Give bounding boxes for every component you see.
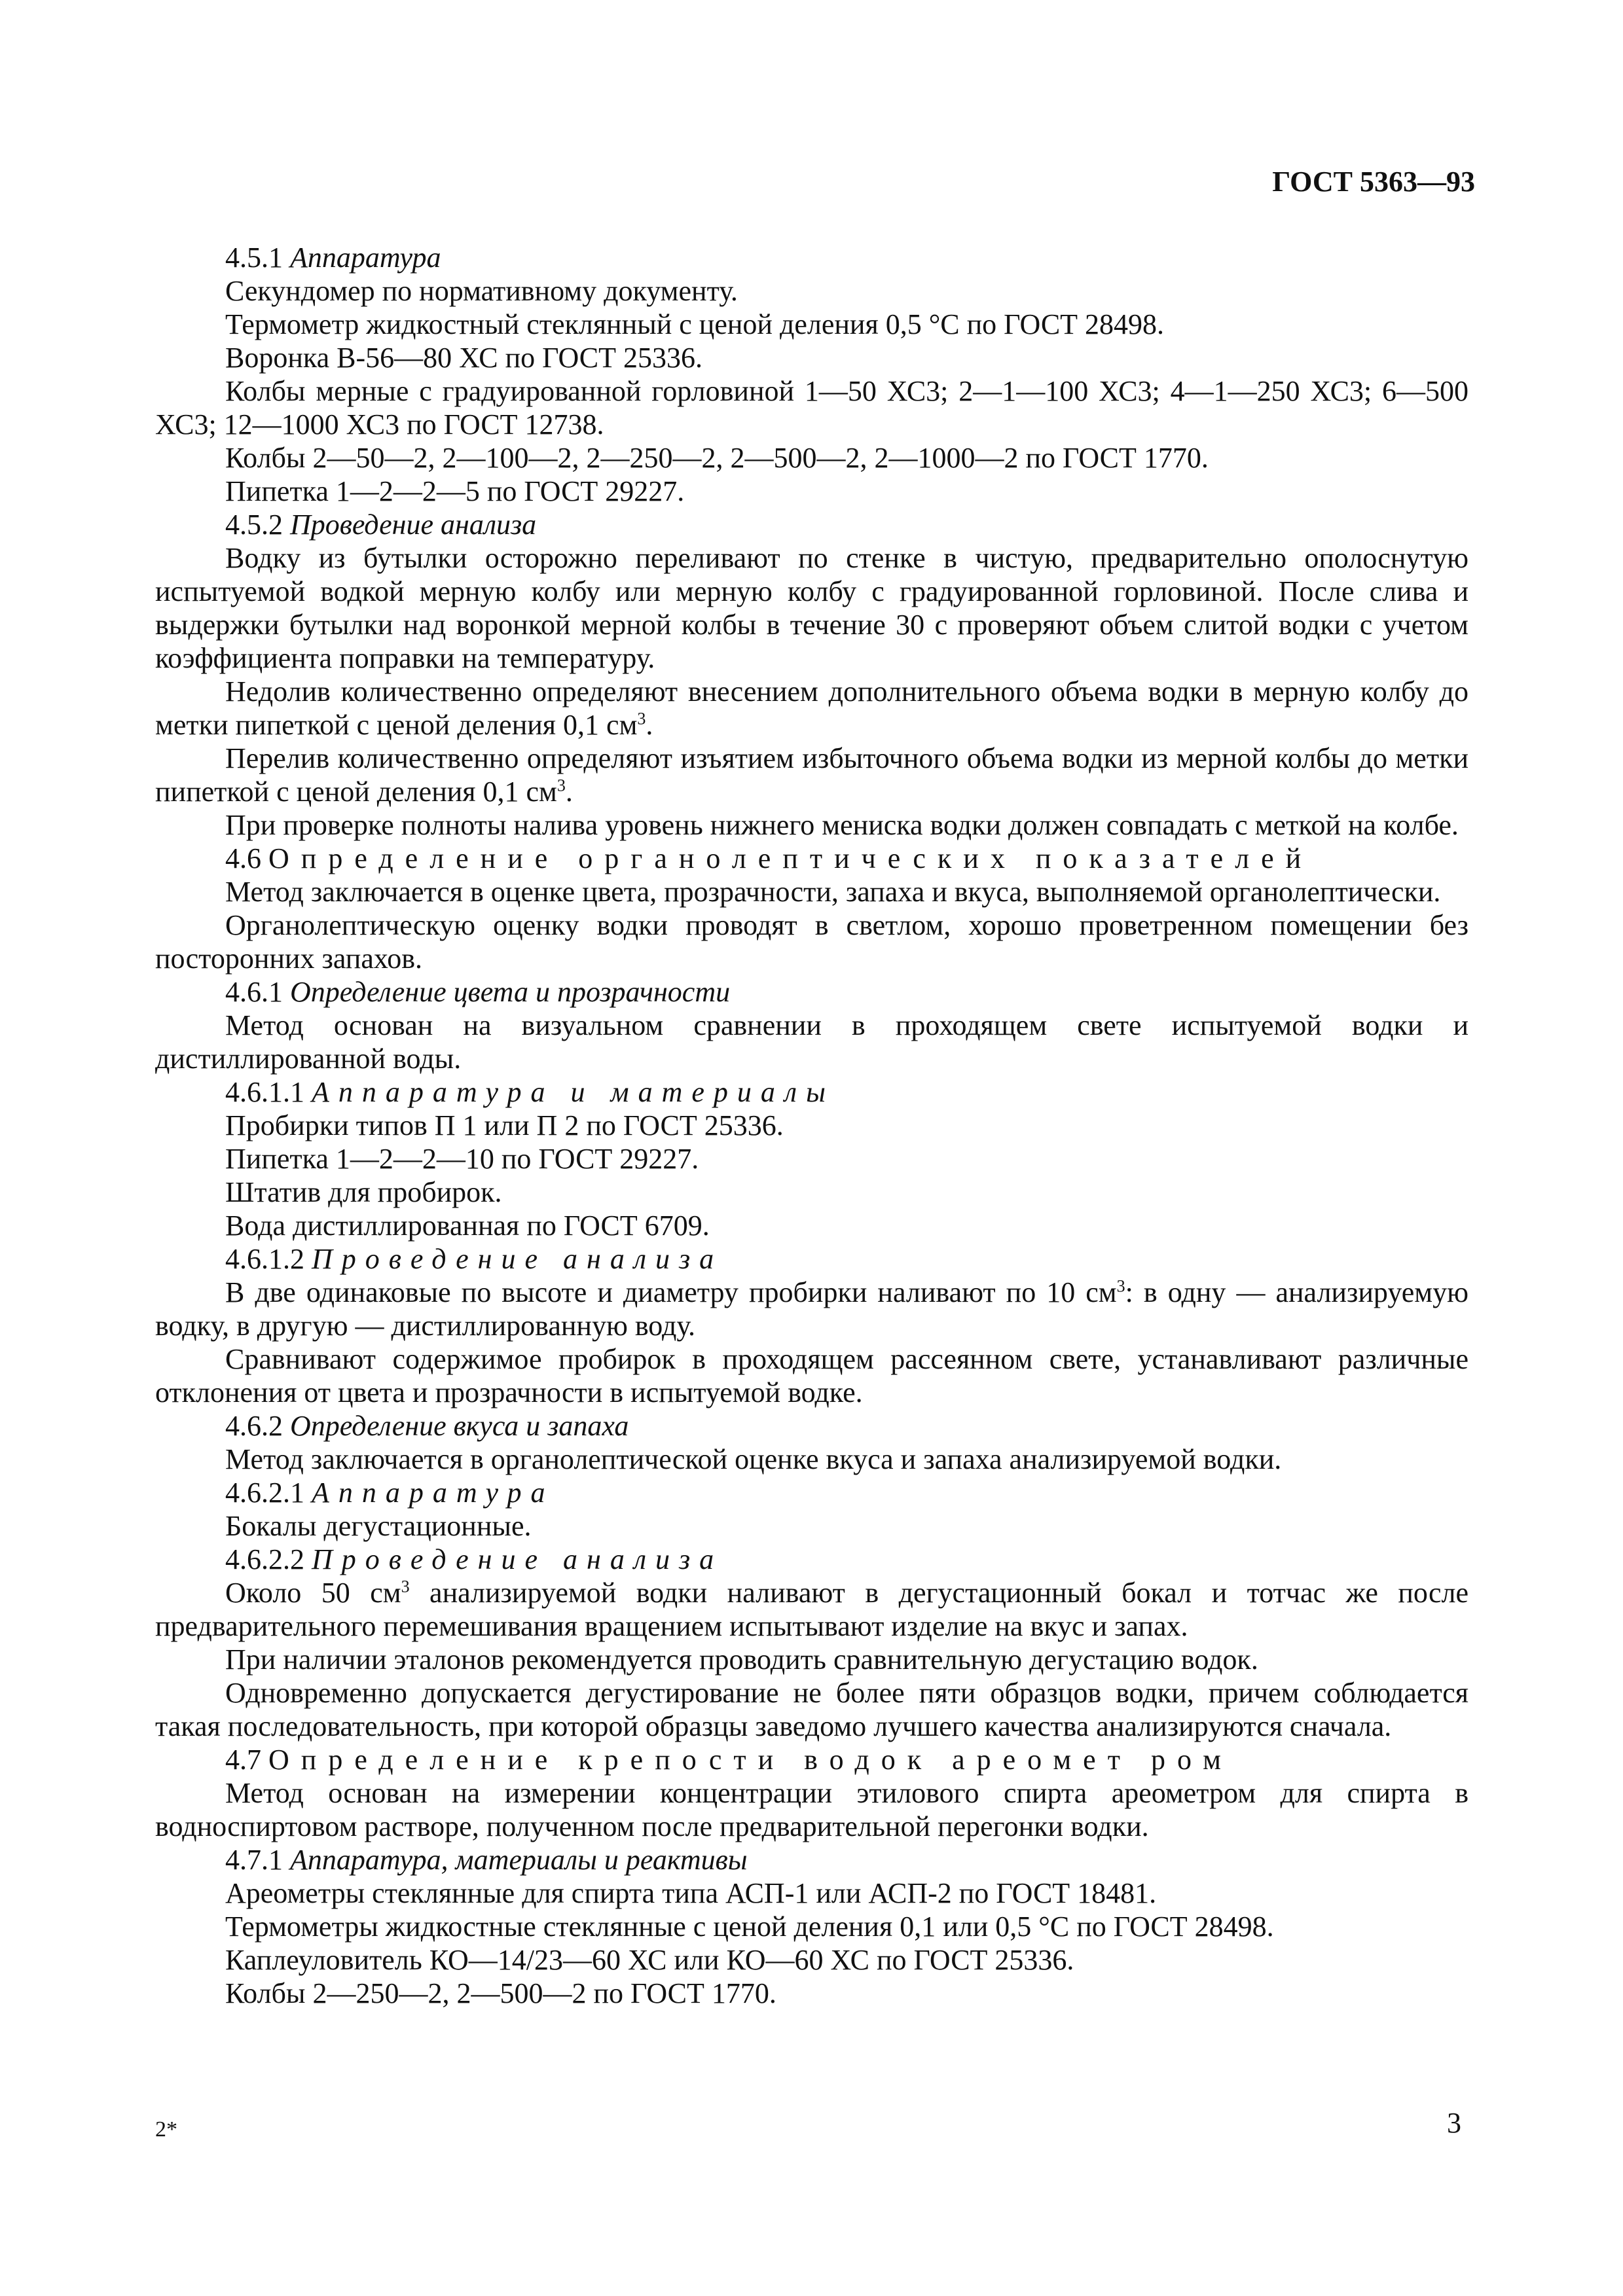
section-number: 4.6 <box>225 842 261 874</box>
section-4-7-1-heading <box>155 1843 1468 1876</box>
footer-signature-mark: 2* <box>155 2117 177 2142</box>
section-4-6-2-1-heading <box>155 1476 1468 1509</box>
superscript: 3 <box>556 776 566 795</box>
section-number: 4.7 <box>225 1744 261 1776</box>
section-4-6-heading <box>155 842 1468 875</box>
section-number: 4.6.1.1 <box>225 1076 304 1108</box>
paragraph <box>155 675 1468 742</box>
equipment-item: Колбы 2—50—2, 2—100—2, 2—250—2, 2—500—2, 2—1000—2 по ГОСТ 1770. <box>225 442 1209 474</box>
equipment-item: Воронка В-56—80 ХС по ГОСТ 25336. <box>225 342 703 374</box>
paragraph: Метод заключается в оценке цвета, прозрачности, запаха и вкуса, выполняемой органолептически. <box>225 876 1441 908</box>
section-title: Аппаратура <box>312 1477 555 1509</box>
equipment-item: Бокалы дегустационные. <box>225 1510 532 1542</box>
paragraph: Одновременно допускается дегустирование не более пяти образцов водки, причем соблюдается такая последовательность, при которой образцы заведомо лучшего качества анализируются сначала. <box>155 1677 1468 1742</box>
equipment-item: Колбы 2—250—2, 2—500—2 по ГОСТ 1770. <box>225 1977 776 2009</box>
section-4-6-2-2-heading <box>155 1543 1468 1576</box>
superscript: 3 <box>637 709 646 728</box>
section-number: 4.6.1 <box>225 976 283 1008</box>
paragraph-text: Около 50 см <box>225 1577 401 1609</box>
paragraph: При наличии эталонов рекомендуется проводить сравнительную дегустацию водок. <box>225 1643 1258 1676</box>
section-title: Проведение анализа <box>290 509 537 541</box>
section-number: 4.6.2.1 <box>225 1477 304 1509</box>
paragraph-text-end: анализируемой водки наливают в дегустационный бокал и тотчас же после предварительного перемешивания вращением испытывают изделие на вкус и запах. <box>155 1577 1468 1642</box>
section-title: Проведение анализа <box>312 1243 723 1275</box>
section-4-6-1-1-heading <box>155 1075 1468 1109</box>
paragraph: При проверке полноты налива уровень нижнего мениска водки должен совпадать с меткой на колбе. <box>225 809 1459 841</box>
paragraph: Водку из бутылки осторожно переливают по стенке в чистую, предварительно ополоснутую испытуемой водкой мерную колбу или мерную колбу с градуированной горловиной. После слива и выдержки бутылки над воронкой мерной колбы в течение 30 с проверяют объем слитой водки с учетом коэффициента поправки на температуру. <box>155 542 1468 674</box>
section-number: 4.5.1 <box>225 242 283 274</box>
paragraph-text-end: . <box>565 776 573 808</box>
paragraph <box>155 742 1468 808</box>
equipment-item: Штатив для пробирок. <box>225 1176 502 1208</box>
paragraph-text-end: . <box>646 709 653 741</box>
section-number: 4.6.1.2 <box>225 1243 304 1275</box>
section-title: Аппаратура, материалы и реактивы <box>290 1844 748 1876</box>
paragraph: Метод основан на визуальном сравнении в проходящем свете испытуемой водки и дистиллированной воды. <box>155 1009 1468 1075</box>
superscript: 3 <box>1116 1276 1125 1296</box>
paragraph: Органолептическую оценку водки проводят в светлом, хорошо проветренном помещении без посторонних запахов. <box>155 909 1468 975</box>
section-title: Определение вкуса и запаха <box>290 1410 629 1442</box>
document-header: ГОСТ 5363—93 <box>1272 166 1475 198</box>
section-title: Проведение анализа <box>312 1543 723 1575</box>
paragraph-text: В две одинаковые по высоте и диаметру пробирки наливают по 10 см <box>225 1276 1117 1308</box>
section-title: Определение цвета и прозрачности <box>290 976 731 1008</box>
page-number: 3 <box>1447 2107 1461 2139</box>
equipment-item: Термометры жидкостные стеклянные с ценой деления 0,1 или 0,5 °С по ГОСТ 28498. <box>225 1910 1274 1943</box>
section-title: Определение органолептических показателей <box>268 842 1313 874</box>
paragraph <box>155 1576 1468 1643</box>
section-4-5-2-heading <box>155 508 1468 541</box>
equipment-item: Ареометры стеклянные для спирта типа АСП-1 или АСП-2 по ГОСТ 18481. <box>225 1877 1157 1909</box>
paragraph-text: Перелив количественно определяют изъятием избыточного объема водки из мерной колбы до метки пипеткой с ценой деления 0,1 см <box>155 742 1468 808</box>
equipment-item: Секундомер по нормативному документу. <box>225 275 738 307</box>
section-4-5-1-heading <box>155 241 1468 274</box>
section-4-7-heading <box>155 1743 1468 1776</box>
equipment-item: Пипетка 1—2—2—10 по ГОСТ 29227. <box>225 1143 699 1175</box>
section-4-6-1-heading <box>155 975 1468 1009</box>
section-number: 4.6.2 <box>225 1410 283 1442</box>
paragraph: Сравнивают содержимое пробирок в проходящем рассеянном свете, устанавливают различные отклонения от цвета и прозрачности в испытуемой водке. <box>155 1343 1468 1408</box>
equipment-item: Пипетка 1—2—2—5 по ГОСТ 29227. <box>225 475 685 507</box>
section-title: Аппаратура и материалы <box>312 1076 835 1108</box>
equipment-item: Колбы мерные с градуированной горловиной 1—50 ХС3; 2—1—100 ХС3; 4—1—250 ХС3; 6—500 ХС3; 12—1000 ХС3 по ГОСТ 12738. <box>155 375 1468 440</box>
paragraph: Метод основан на измерении концентрации этилового спирта ареометром для спирта в водноспиртовом растворе, полученном после предварительной перегонки водки. <box>155 1777 1468 1842</box>
section-4-6-1-2-heading <box>155 1242 1468 1276</box>
section-number: 4.7.1 <box>225 1844 283 1876</box>
paragraph-text: Недолив количественно определяют внесением дополнительного объема водки в мерную колбу до метки пипеткой с ценой деления 0,1 см <box>155 675 1468 741</box>
document-body <box>155 241 1468 2010</box>
section-title: Определение крепости водок ареомет ром <box>268 1744 1233 1776</box>
section-number: 4.5.2 <box>225 509 283 541</box>
paragraph-text-end: : в одну — анализируемую водку, в другую — дистиллированную воду. <box>155 1276 1468 1342</box>
paragraph <box>155 1276 1468 1342</box>
section-title: Аппаратура <box>290 242 441 274</box>
section-number: 4.6.2.2 <box>225 1543 304 1575</box>
equipment-item: Термометр жидкостный стеклянный с ценой деления 0,5 °С по ГОСТ 28498. <box>225 308 1165 340</box>
equipment-item: Каплеуловитель КО—14/23—60 ХС или КО—60 ХС по ГОСТ 25336. <box>225 1944 1074 1976</box>
section-4-6-2-heading <box>155 1409 1468 1443</box>
paragraph: Метод заключается в органолептической оценке вкуса и запаха анализируемой водки. <box>225 1443 1282 1475</box>
equipment-item: Пробирки типов П 1 или П 2 по ГОСТ 25336. <box>225 1109 784 1141</box>
superscript: 3 <box>401 1577 410 1596</box>
equipment-item: Вода дистиллированная по ГОСТ 6709. <box>225 1210 710 1242</box>
